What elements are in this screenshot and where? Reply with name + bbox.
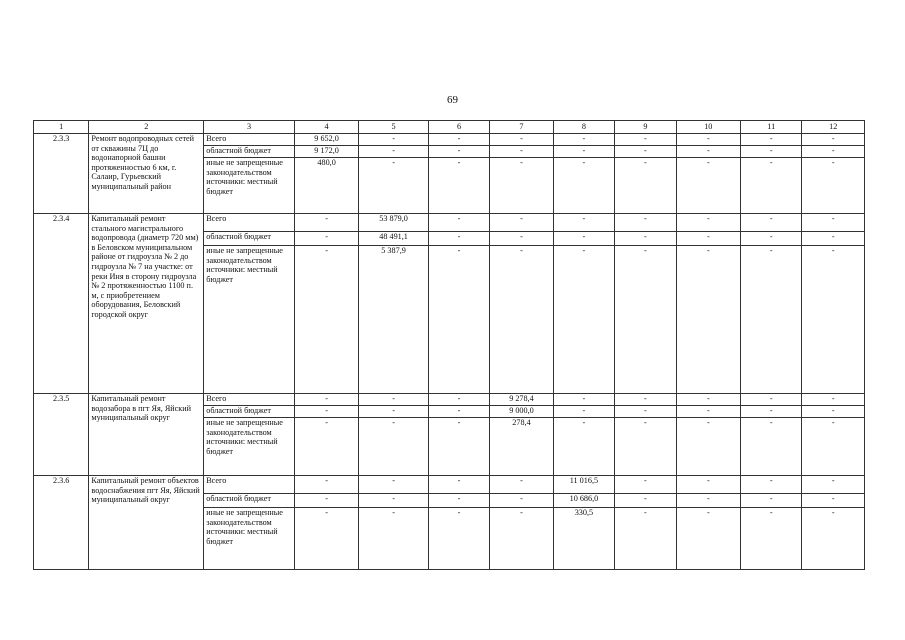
- project-name: Ремонт водопроводных сетей от скважины 7Ц до водонапорной башни протяженностью 6 км, г. Салаир, Гурьевский муниципальный район: [89, 134, 204, 214]
- amount-cell: 53 879,0: [359, 214, 429, 232]
- amount-cell: -: [294, 494, 358, 508]
- project-name: Капитальный ремонт стального магистрального водопровода (диаметр 720 мм) в Беловском муниципальном районе от гидроузла № 2 до гидроузла № 7 на участке: от реки Иня в сторону гидроузла № 2 протяженностью 1100 п. м, с приобретением оборудования, Беловский городской округ: [89, 214, 204, 394]
- funding-source: областной бюджет: [204, 146, 295, 158]
- amount-cell: -: [741, 476, 802, 494]
- funding-source: областной бюджет: [204, 494, 295, 508]
- column-header: 1: [34, 121, 89, 134]
- page-number: 69: [447, 94, 458, 106]
- amount-cell: -: [490, 494, 553, 508]
- amount-cell: -: [553, 246, 614, 394]
- funding-source: Всего: [204, 134, 295, 146]
- amount-cell: -: [615, 246, 676, 394]
- amount-cell: -: [741, 232, 802, 246]
- table-row: [34, 476, 865, 494]
- amount-cell: 5 387,9: [359, 246, 429, 394]
- amount-cell: -: [676, 146, 740, 158]
- amount-cell: -: [359, 406, 429, 418]
- amount-cell: 9 652,0: [294, 134, 358, 146]
- amount-cell: -: [676, 232, 740, 246]
- amount-cell: -: [428, 406, 489, 418]
- amount-cell: -: [615, 134, 676, 146]
- funding-source: иные не запрещенные законодательством источники: местный бюджет: [204, 158, 295, 214]
- amount-cell: -: [741, 158, 802, 214]
- amount-cell: -: [741, 494, 802, 508]
- amount-cell: -: [490, 508, 553, 570]
- funding-source: иные не запрещенные законодательством источники: местный бюджет: [204, 418, 295, 476]
- amount-cell: -: [615, 214, 676, 232]
- amount-cell: -: [802, 394, 865, 406]
- amount-cell: -: [294, 394, 358, 406]
- budget-table: [33, 120, 865, 570]
- column-header: 8: [553, 121, 614, 134]
- amount-cell: 480,0: [294, 158, 358, 214]
- amount-cell: -: [359, 494, 429, 508]
- column-header: 7: [490, 121, 553, 134]
- amount-cell: -: [359, 146, 429, 158]
- amount-cell: -: [802, 134, 865, 146]
- amount-cell: -: [294, 418, 358, 476]
- funding-source: областной бюджет: [204, 406, 295, 418]
- amount-cell: -: [615, 406, 676, 418]
- column-header: 12: [802, 121, 865, 134]
- column-header: 5: [359, 121, 429, 134]
- amount-cell: -: [294, 232, 358, 246]
- amount-cell: -: [553, 146, 614, 158]
- amount-cell: -: [428, 476, 489, 494]
- column-header: 10: [676, 121, 740, 134]
- amount-cell: -: [741, 246, 802, 394]
- amount-cell: 9 172,0: [294, 146, 358, 158]
- amount-cell: -: [802, 418, 865, 476]
- amount-cell: -: [553, 418, 614, 476]
- column-header: 6: [428, 121, 489, 134]
- amount-cell: -: [490, 232, 553, 246]
- column-header: 11: [741, 121, 802, 134]
- funding-source: иные не запрещенные законодательством источники: местный бюджет: [204, 508, 295, 570]
- amount-cell: -: [359, 158, 429, 214]
- project-code: 2.3.5: [34, 394, 89, 476]
- amount-cell: -: [676, 134, 740, 146]
- column-header: 4: [294, 121, 358, 134]
- amount-cell: -: [802, 476, 865, 494]
- amount-cell: -: [428, 394, 489, 406]
- amount-cell: 9 000,0: [490, 406, 553, 418]
- amount-cell: -: [741, 214, 802, 232]
- column-header: 9: [615, 121, 676, 134]
- amount-cell: -: [741, 418, 802, 476]
- amount-cell: -: [553, 406, 614, 418]
- amount-cell: -: [802, 508, 865, 570]
- amount-cell: -: [359, 508, 429, 570]
- amount-cell: -: [428, 418, 489, 476]
- amount-cell: -: [359, 394, 429, 406]
- amount-cell: -: [359, 134, 429, 146]
- funding-source: Всего: [204, 394, 295, 406]
- amount-cell: -: [359, 476, 429, 494]
- project-code: 2.3.6: [34, 476, 89, 570]
- amount-cell: -: [428, 146, 489, 158]
- amount-cell: -: [294, 214, 358, 232]
- column-header: 3: [204, 121, 295, 134]
- amount-cell: -: [676, 494, 740, 508]
- amount-cell: -: [741, 146, 802, 158]
- amount-cell: -: [676, 214, 740, 232]
- amount-cell: -: [741, 406, 802, 418]
- amount-cell: -: [676, 394, 740, 406]
- amount-cell: -: [359, 418, 429, 476]
- amount-cell: -: [615, 146, 676, 158]
- amount-cell: -: [428, 214, 489, 232]
- amount-cell: 9 278,4: [490, 394, 553, 406]
- amount-cell: -: [676, 246, 740, 394]
- amount-cell: -: [741, 134, 802, 146]
- funding-source: Всего: [204, 214, 295, 232]
- amount-cell: -: [741, 394, 802, 406]
- amount-cell: -: [802, 406, 865, 418]
- amount-cell: -: [676, 476, 740, 494]
- amount-cell: -: [676, 418, 740, 476]
- amount-cell: -: [553, 394, 614, 406]
- amount-cell: -: [428, 232, 489, 246]
- project-name: Капитальный ремонт объектов водоснабжения пгт Яя, Яйский муниципальный округ: [89, 476, 204, 570]
- amount-cell: 10 686,0: [553, 494, 614, 508]
- amount-cell: -: [676, 158, 740, 214]
- amount-cell: -: [428, 134, 489, 146]
- column-header: 2: [89, 121, 204, 134]
- amount-cell: -: [615, 232, 676, 246]
- amount-cell: -: [553, 158, 614, 214]
- amount-cell: -: [294, 476, 358, 494]
- amount-cell: -: [802, 246, 865, 394]
- project-code: 2.3.4: [34, 214, 89, 394]
- amount-cell: 48 491,1: [359, 232, 429, 246]
- amount-cell: -: [490, 158, 553, 214]
- amount-cell: -: [490, 146, 553, 158]
- amount-cell: -: [676, 508, 740, 570]
- table-row: [34, 394, 865, 406]
- amount-cell: -: [294, 246, 358, 394]
- project-name: Капитальный ремонт водозабора в пгт Яя, Яйский муниципальный округ: [89, 394, 204, 476]
- amount-cell: -: [490, 134, 553, 146]
- amount-cell: 278,4: [490, 418, 553, 476]
- funding-source: иные не запрещенные законодательством источники: местный бюджет: [204, 246, 295, 394]
- amount-cell: -: [428, 494, 489, 508]
- amount-cell: -: [615, 158, 676, 214]
- amount-cell: 11 016,5: [553, 476, 614, 494]
- amount-cell: -: [553, 214, 614, 232]
- table-row: [34, 134, 865, 146]
- amount-cell: -: [615, 508, 676, 570]
- funding-source: Всего: [204, 476, 295, 494]
- amount-cell: -: [802, 146, 865, 158]
- amount-cell: -: [294, 406, 358, 418]
- amount-cell: -: [802, 214, 865, 232]
- amount-cell: -: [428, 158, 489, 214]
- amount-cell: -: [802, 158, 865, 214]
- project-code: 2.3.3: [34, 134, 89, 214]
- table-row: [34, 214, 865, 232]
- amount-cell: -: [490, 246, 553, 394]
- amount-cell: -: [802, 494, 865, 508]
- amount-cell: -: [676, 406, 740, 418]
- amount-cell: -: [741, 508, 802, 570]
- header-row: [34, 121, 865, 134]
- amount-cell: -: [615, 494, 676, 508]
- amount-cell: -: [615, 418, 676, 476]
- amount-cell: -: [428, 246, 489, 394]
- amount-cell: -: [553, 232, 614, 246]
- amount-cell: -: [615, 476, 676, 494]
- amount-cell: -: [490, 214, 553, 232]
- amount-cell: -: [553, 134, 614, 146]
- amount-cell: -: [294, 508, 358, 570]
- funding-source: областной бюджет: [204, 232, 295, 246]
- amount-cell: -: [615, 394, 676, 406]
- amount-cell: -: [802, 232, 865, 246]
- amount-cell: -: [428, 508, 489, 570]
- amount-cell: 330,5: [553, 508, 614, 570]
- amount-cell: -: [490, 476, 553, 494]
